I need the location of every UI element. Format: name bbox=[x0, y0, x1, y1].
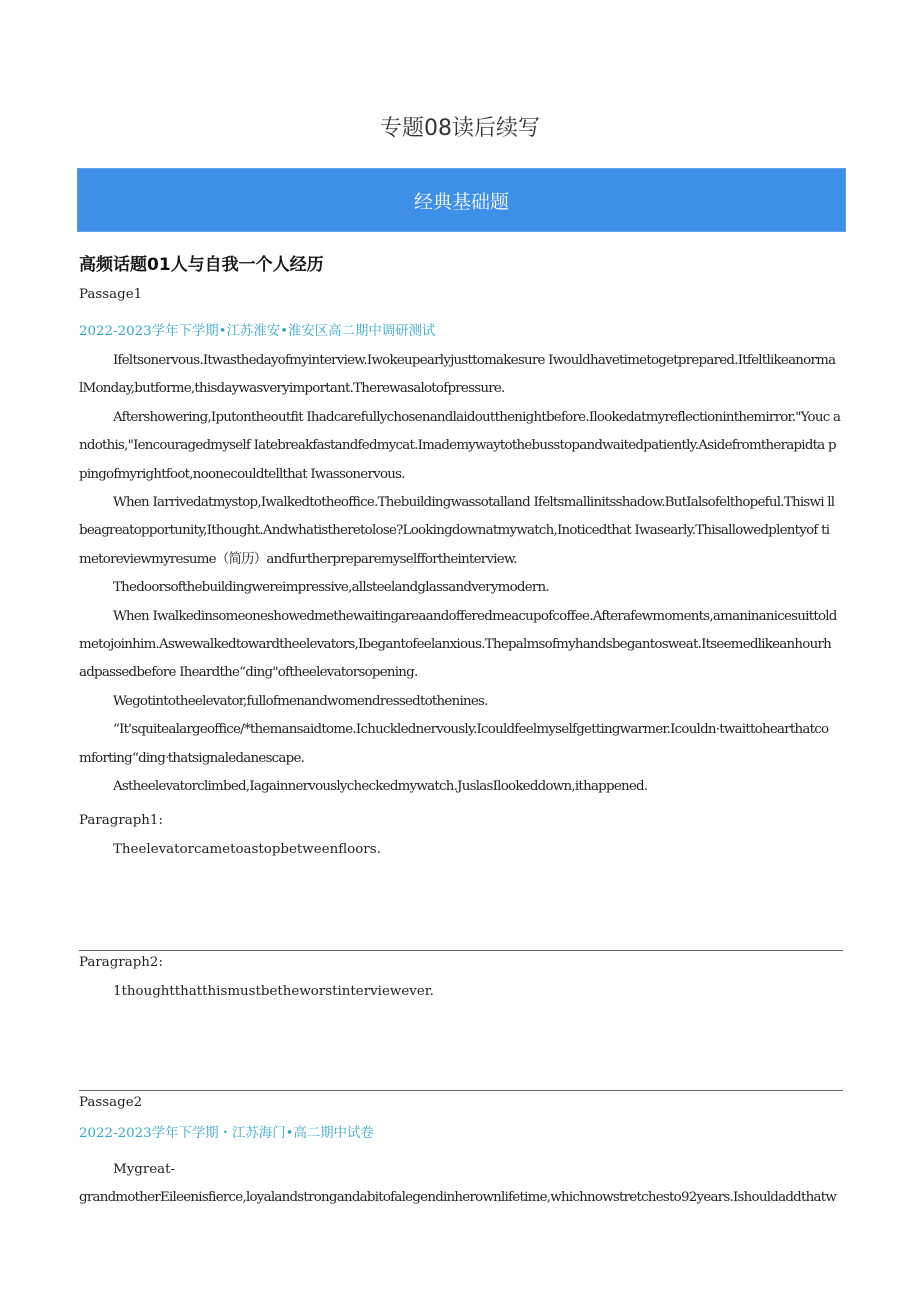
passage1-paragraph: Wegotintotheelevator,fullofmenandwomendressedtothenines. bbox=[113, 693, 488, 709]
passage1-paragraph: Ifeltsonervous.Itwasthedayofmyinterview.Iwokeupearlyjusttomakesure Iwouldhavetimetogetprepared.Itfeltlikeanorma lMonday,butforme,thisdaywasveryimportant.Therewasalotofpressure. bbox=[79, 353, 836, 397]
passage1-paragraph: “It'squitealargeoffice/*themansaidtome.Ichucklednervously.Icouldfeelmyselfgettingwarmer.Icouldn·twaittohearthatco mforting“dingᐧthatsignaledanescape. bbox=[79, 722, 829, 766]
answer-line bbox=[79, 1090, 843, 1091]
passage1-source: 2022-2023学年下学期•江苏淮安•淮安区高二期中调研测试 bbox=[79, 324, 436, 339]
passage1-paragraph: Astheelevatorclimbed,Iagainnervouslycheckedmywatch.JuslasIlookeddown,ithappened. bbox=[113, 779, 648, 795]
passage2-label: Passage2 bbox=[79, 1095, 143, 1110]
page-title: 专题08读后续写 bbox=[380, 116, 540, 141]
paragraph1-start: Theelevatorcametoastopbetweenfloors. bbox=[113, 842, 381, 857]
passage1-paragraph: Thedoorsofthebuildingwereimpressive,allsteelandglassandverymodern. bbox=[113, 580, 549, 596]
paragraph1-label: Paragraph1: bbox=[79, 813, 163, 828]
answer-line bbox=[79, 950, 843, 951]
topic-heading: 高频话题01人与自我一个人经历 bbox=[79, 255, 324, 275]
passage1-label: Passage1 bbox=[79, 287, 143, 302]
passage1-paragraph: When Iarrivedatmystop,Iwalkedtotheoffice.Thebuildingwassotalland Ifeltsmallinitsshadow.ButIalsofelthopeful.Thiswi llbeagreatopportunity,Ithought.Andwhatistheretolose?Lookingdownatmywatch,Inoticedthat Iwasearly.Thisallowedplentyof timetoreviewmyresume（简历）andfurtherpreparemyselffortheinterview. bbox=[79, 495, 835, 567]
section-banner bbox=[77, 168, 846, 232]
paragraph2-start: 1thoughtthatthismustbetheworstinterviewever. bbox=[113, 984, 434, 999]
paragraph2-label: Paragraph2: bbox=[79, 955, 163, 970]
passage2-line: Mygreat- bbox=[113, 1162, 176, 1177]
passage1-body bbox=[79, 347, 841, 802]
passage2-source: 2022-2023学年下学期・江苏海门•高二期中试卷 bbox=[79, 1126, 374, 1141]
passage1-paragraph: Aftershowering,Iputontheoutfit Ihadcarefullychosenandlaidoutthenightbefore.Ilookedatmyreflectioninthemirror."Youc andothis,"Iencouragedmyself Iatebreakfastandfedmycat.Imademywaytothebusstopandwaitedpatiently.Asidefromtherapidta ppingofmyrightfoot,noonecouldtellthat Iwassonervous. bbox=[79, 409, 841, 482]
banner-label: 经典基础题 bbox=[413, 190, 509, 213]
passage1-paragraph: When Iwalkedinsomeoneshowedmethewaitingareaandofferedmeacupofcoffee.Afterafewmoments,amaninanicesuittold metojoinhim.Aswewalkedtowardtheelevators,Ibegantofeelanxious.Thepalmsofmyhandsbegantosweat.Itseemedlikeanhourh adpassedbefore Iheardthe“ding"oftheelevatorsopening. bbox=[79, 608, 837, 681]
passage2-line: grandmotherEileenisfierce,loyalandstrongandabitofalegendinherownlifetime,whichnowstretchesto92years.Ishouldaddthatw bbox=[79, 1190, 837, 1205]
